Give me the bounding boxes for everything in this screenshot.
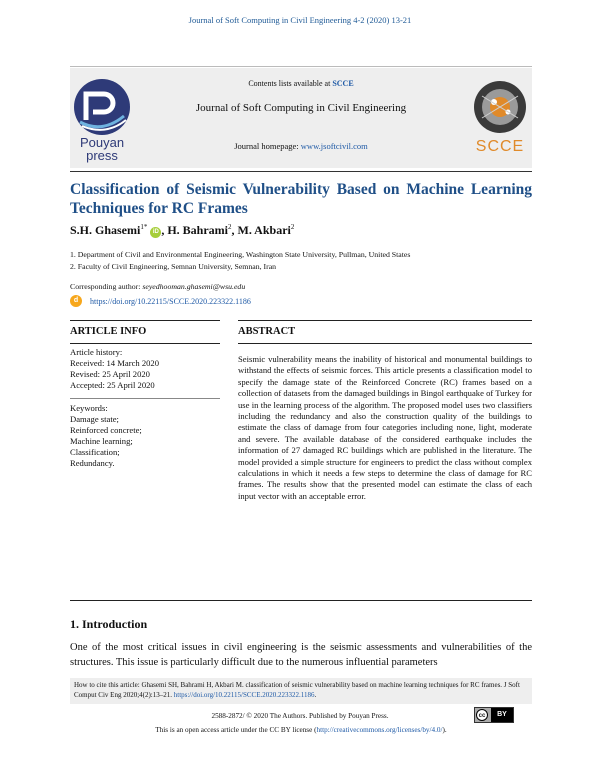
license-line xyxy=(70,726,532,734)
affiliation-1: 1. Department of Civil and Environmental Engineering, Washington State University, Pullman, United States xyxy=(70,250,411,259)
keyword-item: Machine learning; xyxy=(70,436,133,446)
license-link[interactable]: http://creativecommons.org/licenses/by/4.0/ xyxy=(316,726,443,734)
scce-logo xyxy=(464,76,536,168)
banner-bottom-rule xyxy=(70,171,532,172)
cc-icon: cc xyxy=(476,709,488,721)
abstract-heading: ABSTRACT xyxy=(238,326,296,337)
cc-by-badge[interactable] xyxy=(474,707,514,723)
author-3: M. Akbari xyxy=(237,223,291,237)
author-1: S.H. Ghasemi xyxy=(70,223,141,237)
history-label: Article history: xyxy=(70,347,123,357)
keyword-item: Redundancy. xyxy=(70,458,115,468)
homepage-prefix: Journal homepage: xyxy=(234,141,301,151)
scce-logo-text: SCCE xyxy=(475,138,525,155)
section-heading-introduction: 1. Introduction xyxy=(70,617,148,631)
paper-title: Classification of Seismic Vulnerability Based on Machine Learning Techniques for RC Frames xyxy=(70,181,532,217)
abstract-rule xyxy=(238,343,532,344)
keyword-item: Classification; xyxy=(70,447,120,457)
journal-homepage xyxy=(70,141,532,151)
citation-end: . xyxy=(314,691,317,699)
author-2: H. Bahrami xyxy=(167,223,229,237)
article-info-top-rule xyxy=(70,320,220,321)
corresponding-author xyxy=(70,282,245,291)
keyword-item: Reinforced concrete; xyxy=(70,425,142,435)
pouyan-press-logo xyxy=(66,76,138,168)
keyword-item: Damage state; xyxy=(70,414,119,424)
contents-prefix: Contents lists available at xyxy=(248,79,333,88)
article-info-heading: ARTICLE INFO xyxy=(70,326,147,337)
corr-email[interactable]: seyedhooman.ghasemi@wsu.edu xyxy=(142,282,246,291)
doi-icon: d xyxy=(70,295,82,307)
pouyan-logo-mark xyxy=(66,76,138,138)
by-icon: BY xyxy=(491,708,513,722)
citation-doi-link[interactable]: https://doi.org/10.22115/SCCE.2020.223322.1186 xyxy=(173,691,315,699)
intro-paragraph: One of the most critical issues in civil engineering is the seismic assessments and vulnerabilities of the structures. This issue is particularly difficult due to the numerous influential parameters xyxy=(70,642,532,668)
accepted-date: Accepted: 25 April 2020 xyxy=(70,380,155,390)
author-list xyxy=(70,223,294,238)
received-date: Received: 14 March 2020 xyxy=(70,358,160,368)
journal-name: Journal of Soft Computing in Civil Engineering xyxy=(195,102,407,114)
abstract-text: Seismic vulnerability means the inability of historical and monumental buildings to withstand the effects of seismic forces. This article presents a classification model to specify the damage state of the Reinforced Concrete (RC) frames based on a collection of datasets from the damaged buildings in Bingol earthquake of Turkey for use in the learning process of the algorithm. The proposed model uses two classifiers including the redundancy and also the construction quality of the buildings to estimate the class of damage from four categories including none, light, moderate and severe. The available database of the considered earthquake includes the information of 27 damaged RC buildings which are published in the literature. The model provided a simple structure for engineers to predict the class without complex calculations in which it needs a few steps to determine the class of damage for RC frames. The results show that the presented model can estimate the class of each input vector with an acceptable error. xyxy=(238,354,532,501)
author-2-sup: 2 xyxy=(228,223,232,231)
keywords-label: Keywords: xyxy=(70,403,108,413)
keywords-rule xyxy=(70,398,220,399)
citation-text xyxy=(74,680,530,700)
doi-link[interactable]: https://doi.org/10.22115/SCCE.2020.223322.1186 xyxy=(90,296,251,306)
homepage-link[interactable]: www.jsoftcivil.com xyxy=(300,141,368,151)
abstract-bottom-rule xyxy=(70,600,532,601)
revised-date: Revised: 25 April 2020 xyxy=(70,369,150,379)
affiliation-2: 2. Faculty of Civil Engineering, Semnan University, Semnan, Iran xyxy=(70,262,277,271)
scce-logo-mark xyxy=(464,76,536,138)
contents-brand-link[interactable]: SCCE xyxy=(332,79,354,88)
citation-box xyxy=(70,678,532,704)
banner-top-rule xyxy=(70,66,532,67)
contents-line xyxy=(70,79,532,88)
journal-banner xyxy=(70,68,532,168)
license-suffix: ). xyxy=(442,726,447,734)
author-1-sup: 1* xyxy=(140,223,148,231)
abstract-top-rule xyxy=(238,320,532,321)
pouyan-logo-text2: press xyxy=(86,148,118,163)
license-prefix: This is an open access article under the CC BY license ( xyxy=(155,726,317,734)
running-header: Journal of Soft Computing in Civil Engineering 4-2 (2020) 13-21 xyxy=(188,15,412,25)
corr-prefix: Corresponding author: xyxy=(70,282,143,291)
pouyan-logo-text1: Pouyan xyxy=(79,135,125,150)
author-3-sup: 2 xyxy=(290,223,295,231)
author-sep-1: , xyxy=(161,223,168,237)
doi-line xyxy=(70,295,251,307)
citation-body: How to cite this article: Ghasemi SH, Bahrami H, Akbari M. classification of seismic vulnerability based on machine learning techniques for RC frames. J Soft Comput Civ Eng 2020;4(2):13–21. xyxy=(74,681,520,699)
article-info-rule xyxy=(70,343,220,344)
orcid-icon[interactable]: iD xyxy=(150,227,161,238)
copyright-line: 2588-2872/ © 2020 The Authors. Published by Pouyan Press. xyxy=(211,712,389,720)
author-sep-2: , xyxy=(231,223,238,237)
